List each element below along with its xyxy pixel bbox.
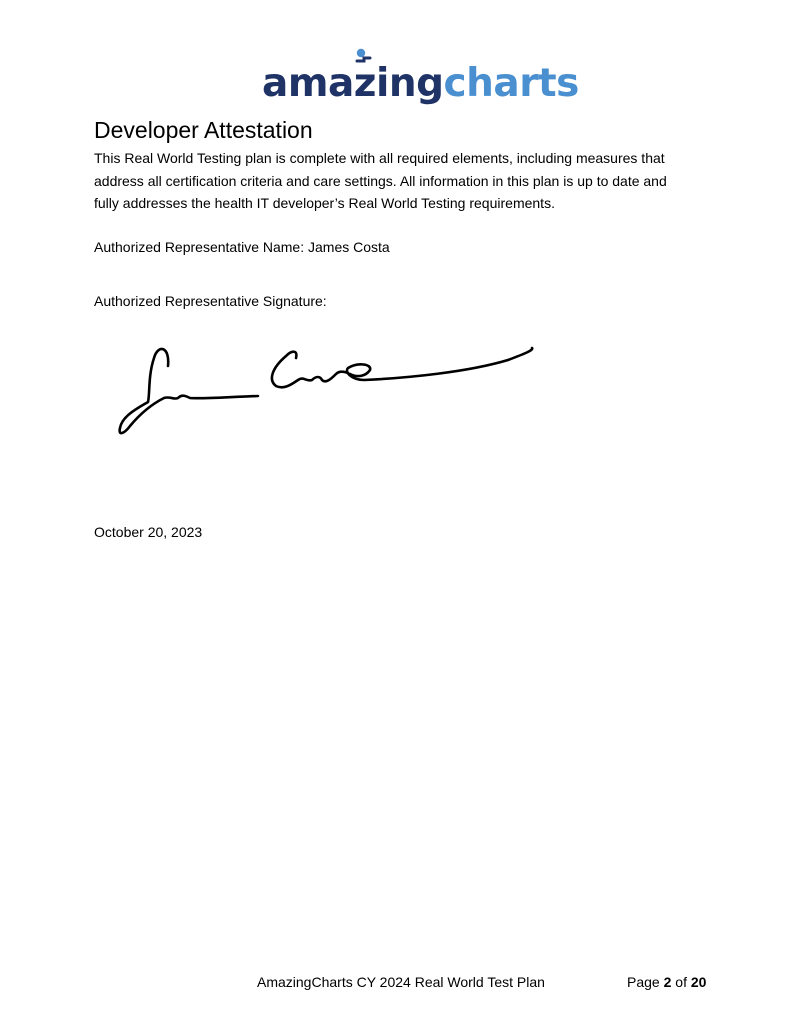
attestation-date: October 20, 2023 xyxy=(94,524,203,540)
page-prefix: Page xyxy=(627,974,660,990)
amazingcharts-logo xyxy=(262,48,579,112)
page-current: 2 xyxy=(663,974,672,990)
representative-signature-label: Authorized Representative Signature: xyxy=(94,293,327,309)
attestation-paragraph: This Real World Testing plan is complete with all required elements, including measures that address all certification criteria and care settings. All information in this plan is up to date and fully addresses the health IT developer’s Real World Testing requirements. xyxy=(94,150,667,211)
page-number xyxy=(627,972,706,992)
handwritten-signature xyxy=(108,336,548,446)
footer-title: AmazingCharts CY 2024 Real World Test Plan xyxy=(257,974,545,990)
logo-wordmark xyxy=(262,62,579,106)
logo-charts: charts xyxy=(443,61,579,106)
page-title: Developer Attestation xyxy=(94,117,313,143)
representative-name: Authorized Representative Name: James Costa xyxy=(94,239,390,255)
page-total: 20 xyxy=(690,974,707,990)
logo-amazing: amazing xyxy=(262,61,444,106)
page-of: of xyxy=(675,974,687,990)
